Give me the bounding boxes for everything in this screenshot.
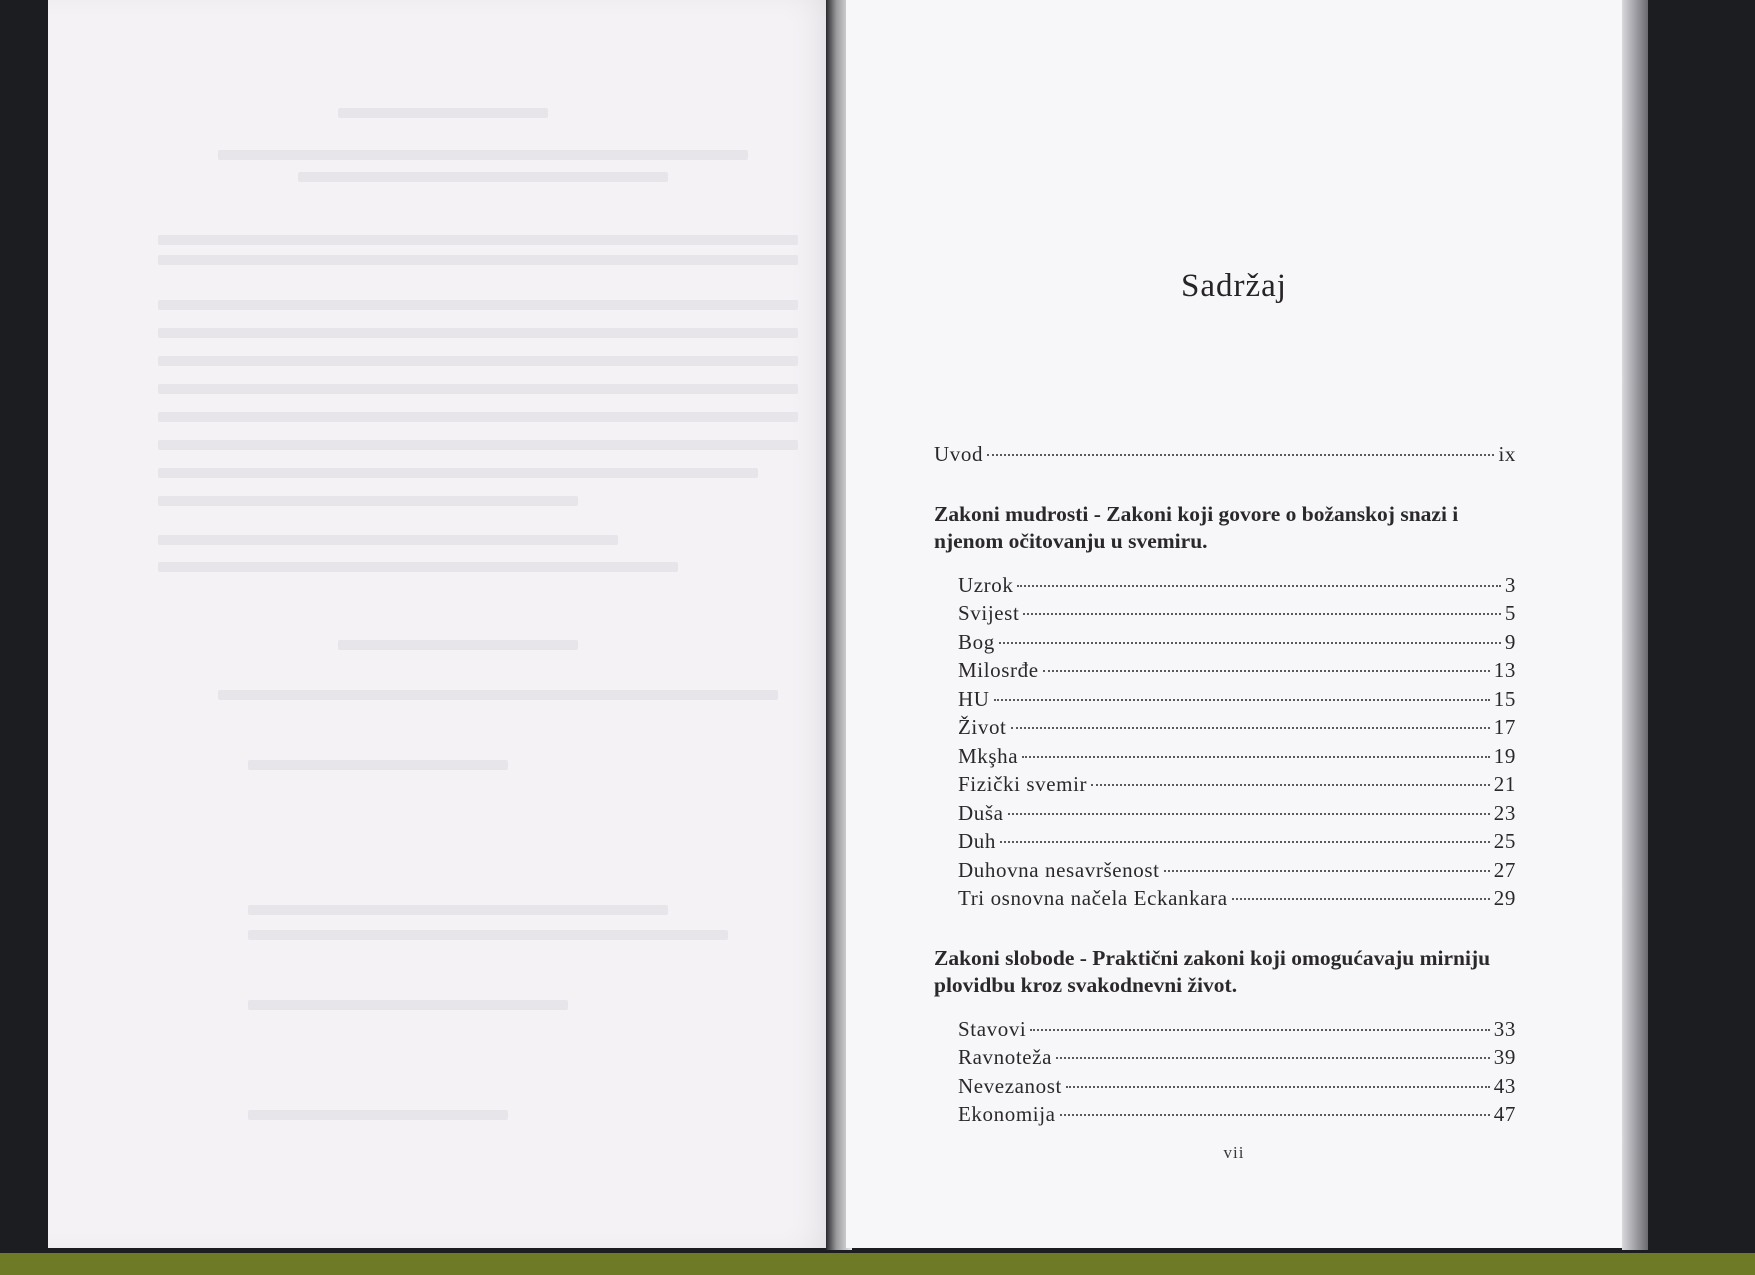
- dot-leader: [1060, 1114, 1490, 1116]
- toc-entry-page: 9: [1504, 629, 1516, 654]
- dot-leader: [1056, 1057, 1490, 1059]
- show-through-text: [338, 640, 578, 650]
- toc-entry: [934, 856, 1516, 885]
- dot-leader: [1008, 813, 1490, 815]
- dot-leader: [1023, 613, 1501, 615]
- toc-entry: [934, 685, 1516, 714]
- toc-entry-label: Fizički svemir: [958, 772, 1088, 796]
- toc-entry-label: Svijest: [958, 601, 1020, 625]
- dot-leader: [1017, 585, 1500, 587]
- toc-entry-page: 23: [1493, 800, 1516, 825]
- show-through-text: [218, 690, 778, 700]
- toc-entry: [934, 1072, 1516, 1101]
- dot-leader: [1066, 1086, 1490, 1088]
- toc-entry-label: Nevezanost: [958, 1073, 1062, 1098]
- dot-leader: [994, 699, 1490, 701]
- toc-entry: [934, 827, 1516, 856]
- toc-entry-page: 13: [1493, 658, 1516, 682]
- toc-entry-label: Ravnoteža: [958, 1045, 1053, 1069]
- toc-entry-page: 25: [1493, 829, 1516, 853]
- toc-entry-page: 43: [1493, 1073, 1516, 1098]
- show-through-text: [158, 468, 758, 478]
- left-page: [48, 0, 838, 1248]
- page-edge: [1622, 0, 1648, 1250]
- toc-entry: [934, 1015, 1516, 1044]
- show-through-text: [158, 255, 798, 265]
- dot-leader: [1164, 870, 1490, 872]
- toc-entry-label: Uzrok: [958, 572, 1014, 597]
- toc-entry-label: Bog: [958, 629, 995, 654]
- section-heading-wisdom: Zakoni mudrosti - Zakoni koji govore o božanskoj snazi i njenom očitovanju u svemiru.: [934, 501, 1459, 553]
- show-through-text: [158, 496, 578, 506]
- show-through-text: [338, 108, 548, 118]
- dot-leader: [1232, 898, 1490, 900]
- page-number: vii: [1223, 1143, 1245, 1162]
- toc-entry-intro: [934, 440, 1516, 469]
- toc-entry-label: Duša: [958, 800, 1004, 825]
- toc-entry-page: 17: [1493, 715, 1516, 739]
- show-through-text: [158, 356, 798, 366]
- toc-entry-page: 39: [1493, 1045, 1516, 1069]
- show-through-text: [248, 1000, 568, 1010]
- toc-entry-page: 19: [1493, 743, 1516, 768]
- toc-entry: [934, 713, 1516, 742]
- show-through-text: [248, 760, 508, 770]
- dot-leader: [1091, 784, 1490, 786]
- toc-entry: [934, 799, 1516, 828]
- show-through-text: [248, 930, 728, 940]
- scanner-background: [0, 1253, 1755, 1275]
- toc-entry: [934, 1043, 1516, 1072]
- toc-entry-page: 5: [1504, 601, 1516, 625]
- toc-entry: [934, 884, 1516, 913]
- show-through-text: [158, 328, 798, 338]
- toc-entry-label: Duhovna nesavršenost: [958, 857, 1160, 882]
- dot-leader: [1022, 756, 1490, 758]
- show-through-text: [158, 440, 798, 450]
- toc-entry: [934, 599, 1516, 628]
- toc-entry-page: 27: [1493, 857, 1516, 882]
- toc-entry-label: Uvod: [934, 442, 984, 466]
- toc-entry-label: Tri osnovna načela Eckankara: [958, 886, 1228, 910]
- show-through-text: [158, 412, 798, 422]
- dot-leader: [1030, 1029, 1489, 1031]
- section-heading-freedom: Zakoni slobode - Praktični zakoni koji omogućavaju mirniju plovidbu kroz svakodnevni život.: [934, 945, 1491, 997]
- toc-entry-page: 3: [1504, 572, 1516, 597]
- dot-leader: [987, 454, 1494, 456]
- toc-entry: [934, 628, 1516, 657]
- show-through-text: [158, 562, 678, 572]
- dot-leader: [1011, 727, 1490, 729]
- toc-entry-label: HU: [958, 686, 990, 711]
- toc-entry-label: Duh: [958, 829, 996, 853]
- toc-entry-label: Milosrđe: [958, 658, 1039, 682]
- table-of-contents: [934, 440, 1516, 1129]
- toc-entry-label: Mkşha: [958, 743, 1019, 768]
- toc-entry: [934, 656, 1516, 685]
- dot-leader: [1043, 670, 1490, 672]
- toc-entry-page: 47: [1493, 1102, 1516, 1126]
- toc-entry-page: 33: [1493, 1016, 1516, 1041]
- show-through-text: [158, 535, 618, 545]
- dot-leader: [1000, 841, 1490, 843]
- show-through-text: [298, 172, 668, 182]
- show-through-text: [158, 384, 798, 394]
- toc-entry: [934, 770, 1516, 799]
- toc-entry-page: 15: [1493, 686, 1516, 711]
- toc-title: Sadržaj: [1181, 268, 1287, 304]
- toc-entry: [934, 1100, 1516, 1129]
- dot-leader: [999, 642, 1501, 644]
- show-through-text: [158, 235, 798, 245]
- toc-entry-page: 29: [1493, 886, 1516, 910]
- show-through-text: [218, 150, 748, 160]
- toc-entry-label: Život: [958, 715, 1007, 739]
- show-through-text: [248, 1110, 508, 1120]
- show-through-text: [248, 905, 668, 915]
- toc-entry: [934, 571, 1516, 600]
- toc-entry-label: Stavovi: [958, 1016, 1027, 1041]
- show-through-text: [158, 300, 798, 310]
- toc-entry: [934, 742, 1516, 771]
- toc-entry-page: ix: [1498, 442, 1516, 466]
- toc-entry-page: 21: [1493, 772, 1516, 796]
- toc-entry-label: Ekonomija: [958, 1102, 1056, 1126]
